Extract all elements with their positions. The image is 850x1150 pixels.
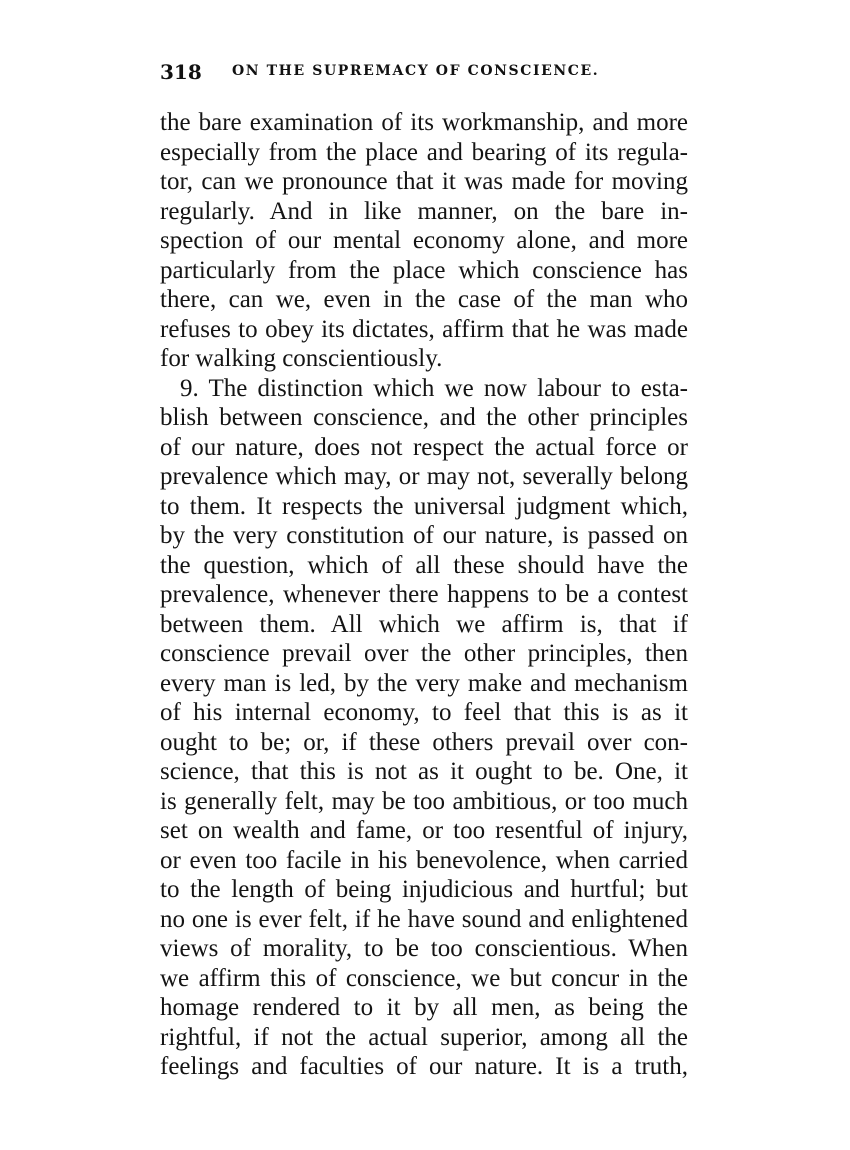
text-line: refuses to obey its dictates, affirm that he was made [160,315,688,343]
text-line: no one is ever felt, if he have sound and enlightened [160,905,688,933]
text-line: views of morality, to be too conscientious. When [160,935,688,962]
text-line: homage rendered to it by all men, as being the [160,994,688,1021]
text-line: particularly from the place which conscience has [160,256,688,284]
running-head [160,60,688,88]
text-line: feelings and faculties of our nature. It is a truth, [160,1053,688,1080]
text-line: science, that this is not as it ought to be. One, it [160,758,688,785]
page-number: 318 [160,60,202,84]
text-line: prevalence, whenever there happens to be a contest [160,581,688,608]
text-line: especially from the place and bearing of its regula- [160,138,688,166]
text-line: the question, which of all these should have the [160,551,688,579]
text-line: ought to be; or, if these others prevail over con- [160,728,688,756]
text-line: rightful, if not the actual superior, among all the [160,1023,688,1051]
paragraph-end-line: for walking conscientiously. [160,345,443,372]
text-line: blish between conscience, and the other principles [160,404,688,431]
text-line: tor, can we pronounce that it was made for moving [160,168,688,195]
text-line: between them. All which we affirm is, that if [160,610,688,638]
text-line: to them. It respects the universal judgment which, [160,492,688,520]
text-line: or even too facile in his benevolence, when carried [160,846,688,874]
text-line: of his internal economy, to feel that this is as it [160,699,688,726]
text-line: there, can we, even in the case of the man who [160,286,688,313]
text-line: regularly. And in like manner, on the bare in- [160,197,688,225]
text-line: we affirm this of conscience, we but concur in the [160,964,688,992]
text-line: of our nature, does not respect the actual force or [160,433,688,461]
text-line: prevalence which may, or may not, severally belong [160,463,688,490]
text-line: the bare examination of its workmanship, and more [160,109,688,136]
text-line: by the very constitution of our nature, is passed on [160,522,688,549]
text-line: conscience prevail over the other principles, then [160,640,688,667]
text-line: to the length of being injudicious and hurtful; but [160,876,688,903]
body-text [160,108,688,1082]
section-9-start-line: 9. The distinction which we now labour to esta- [180,374,688,402]
text-line: every man is led, by the very make and mechanism [160,669,688,697]
running-title: ON THE SUPREMACY OF CONSCIENCE. [232,63,600,79]
text-line: spection of our mental economy alone, and more [160,227,688,254]
text-line: is generally felt, may be too ambitious, or too much [160,787,688,815]
text-line: set on wealth and fame, or too resentful of injury, [160,817,688,844]
